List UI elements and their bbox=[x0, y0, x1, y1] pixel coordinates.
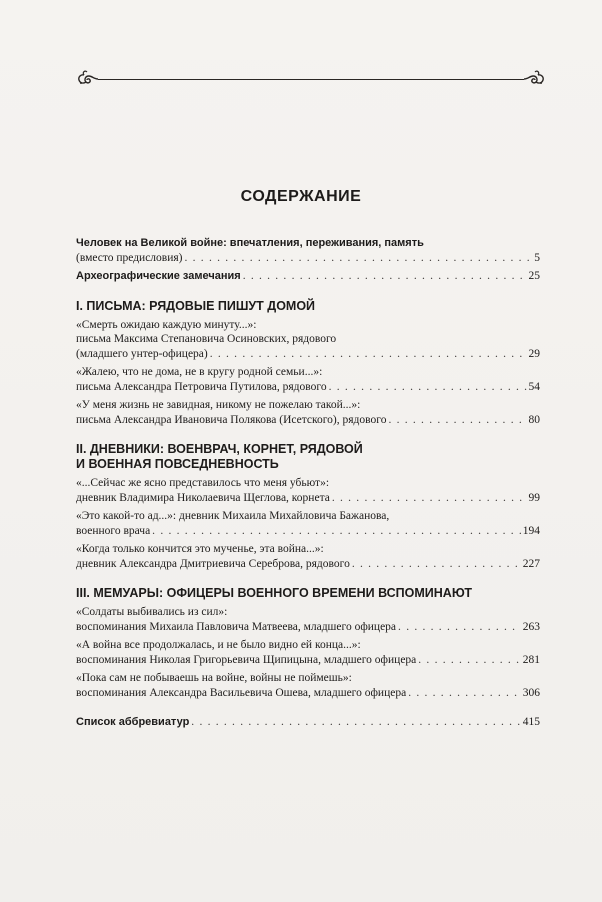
toc-entry-last-line: Список аббревиатур bbox=[76, 716, 190, 728]
header-rule bbox=[98, 79, 524, 80]
right-flourish-icon bbox=[522, 68, 546, 88]
toc-entry-archeographic-notes[interactable] bbox=[76, 269, 540, 284]
leader-dots bbox=[329, 380, 527, 395]
page-number: 80 bbox=[528, 413, 540, 426]
toc-entry-title-line: «А война все продолжалась, и не было видно ей конца...»: bbox=[76, 639, 361, 651]
toc-entry-title-line: Человек на Великой войне: впечатления, переживания, память bbox=[76, 237, 424, 249]
toc-entry-oshev[interactable] bbox=[76, 671, 540, 700]
page-number: 25 bbox=[528, 270, 540, 282]
page-number: 99 bbox=[528, 491, 540, 504]
leader-dots bbox=[243, 269, 527, 284]
leader-dots bbox=[210, 347, 527, 362]
toc-entry-title-line: письма Максима Степановича Осиновских, рядового bbox=[76, 333, 337, 345]
leader-dots bbox=[352, 557, 521, 572]
leader-dots bbox=[408, 686, 521, 701]
section-heading-letters[interactable]: I. ПИСЬМА: РЯДОВЫЕ ПИШУТ ДОМОЙ bbox=[76, 298, 316, 313]
toc-entry-title-line: «Смерть ожидаю каждую минуту...»: bbox=[76, 318, 257, 331]
toc-entry-abbreviations[interactable] bbox=[76, 715, 540, 730]
toc-entry-osinovskikh[interactable] bbox=[76, 318, 540, 362]
toc-entry-title-line: «...Сейчас же ясно представилось что меня убьют»: bbox=[76, 477, 330, 489]
toc-entry-last-line: дневник Владимира Николаевича Щеглова, корнета bbox=[76, 491, 330, 504]
toc-entry-title-line: «Это какой-то ад...»: дневник Михаила Михайловича Бажанова, bbox=[76, 510, 390, 522]
page-number: 227 bbox=[522, 557, 540, 570]
page-number: 54 bbox=[528, 380, 540, 393]
toc-entry-title-line: «Пока сам не побываешь на войне, войны не поймешь»: bbox=[76, 672, 352, 684]
toc-entry-last-line: письма Александра Ивановича Полякова (Исетского), рядового bbox=[76, 413, 387, 426]
toc-entry-last-line: воспоминания Михаила Павловича Матвеева, младшего офицера bbox=[76, 620, 397, 633]
toc-entry-last-line: Археографические замечания bbox=[76, 270, 241, 282]
page-number: 194 bbox=[522, 524, 540, 537]
page-number: 29 bbox=[528, 347, 540, 360]
leader-dots bbox=[418, 653, 520, 668]
toc-entry-last-line: (младшего унтер-офицера) bbox=[76, 347, 208, 360]
toc-entry-last-line: военного врача bbox=[76, 524, 151, 537]
left-flourish-icon bbox=[76, 68, 100, 88]
leader-dots bbox=[185, 251, 533, 266]
toc-entry-last-line: воспоминания Александра Васильевича Ошева, младшего офицера bbox=[76, 686, 407, 699]
page-number: 263 bbox=[522, 620, 540, 633]
page-title: СОДЕРЖАНИЕ bbox=[240, 188, 362, 205]
toc-entry-preface[interactable] bbox=[76, 236, 540, 265]
leader-dots bbox=[398, 620, 521, 635]
toc-entry-last-line: дневник Александра Дмитриевича Сереброва, рядового bbox=[76, 557, 350, 570]
page-number: 306 bbox=[522, 686, 540, 699]
toc-entry-last-line: письма Александра Петровича Путилова, рядового bbox=[76, 380, 327, 393]
toc-entry-matveev[interactable] bbox=[76, 605, 540, 634]
toc-entry-title-line: «Жалею, что не дома, не в кругу родной семьи...»: bbox=[76, 366, 323, 378]
section-heading-diaries[interactable]: II. ДНЕВНИКИ: ВОЕНВРАЧ, КОРНЕТ, РЯДОВОЙ И ВОЕННАЯ ПОВСЕДНЕВНОСТЬ bbox=[76, 442, 363, 471]
page-number: 5 bbox=[534, 251, 540, 264]
toc-entry-title-line: «У меня жизнь не завидная, никому не пожелаю такой...»: bbox=[76, 399, 361, 411]
toc-entry-title-line: «Солдаты выбивались из сил»: bbox=[76, 606, 228, 618]
header-ornament-rule bbox=[76, 68, 546, 88]
leader-dots bbox=[332, 491, 527, 506]
toc-entry-bazhanov[interactable] bbox=[76, 509, 540, 538]
toc-entry-serebrov[interactable] bbox=[76, 542, 540, 571]
toc-entry-putilov[interactable] bbox=[76, 365, 540, 394]
toc-entry-shcheglov[interactable] bbox=[76, 476, 540, 505]
leader-dots bbox=[152, 524, 521, 539]
table-of-contents bbox=[76, 236, 540, 730]
toc-entry-title-line: «Когда только кончится это мученье, эта война...»: bbox=[76, 543, 324, 555]
leader-dots bbox=[388, 413, 526, 428]
toc-entry-last-line: воспоминания Николая Григорьевича Щипицына, младшего офицера bbox=[76, 653, 417, 666]
page-number: 281 bbox=[522, 653, 540, 666]
leader-dots bbox=[191, 715, 520, 730]
toc-entry-last-line: (вместо предисловия) bbox=[76, 251, 183, 264]
page-number: 415 bbox=[522, 716, 540, 728]
toc-entry-shchipitsyn[interactable] bbox=[76, 638, 540, 667]
toc-entry-polyakov[interactable] bbox=[76, 398, 540, 427]
section-heading-memoirs[interactable]: III. МЕМУАРЫ: ОФИЦЕРЫ ВОЕННОГО ВРЕМЕНИ ВСПОМИНАЮТ bbox=[76, 586, 473, 600]
